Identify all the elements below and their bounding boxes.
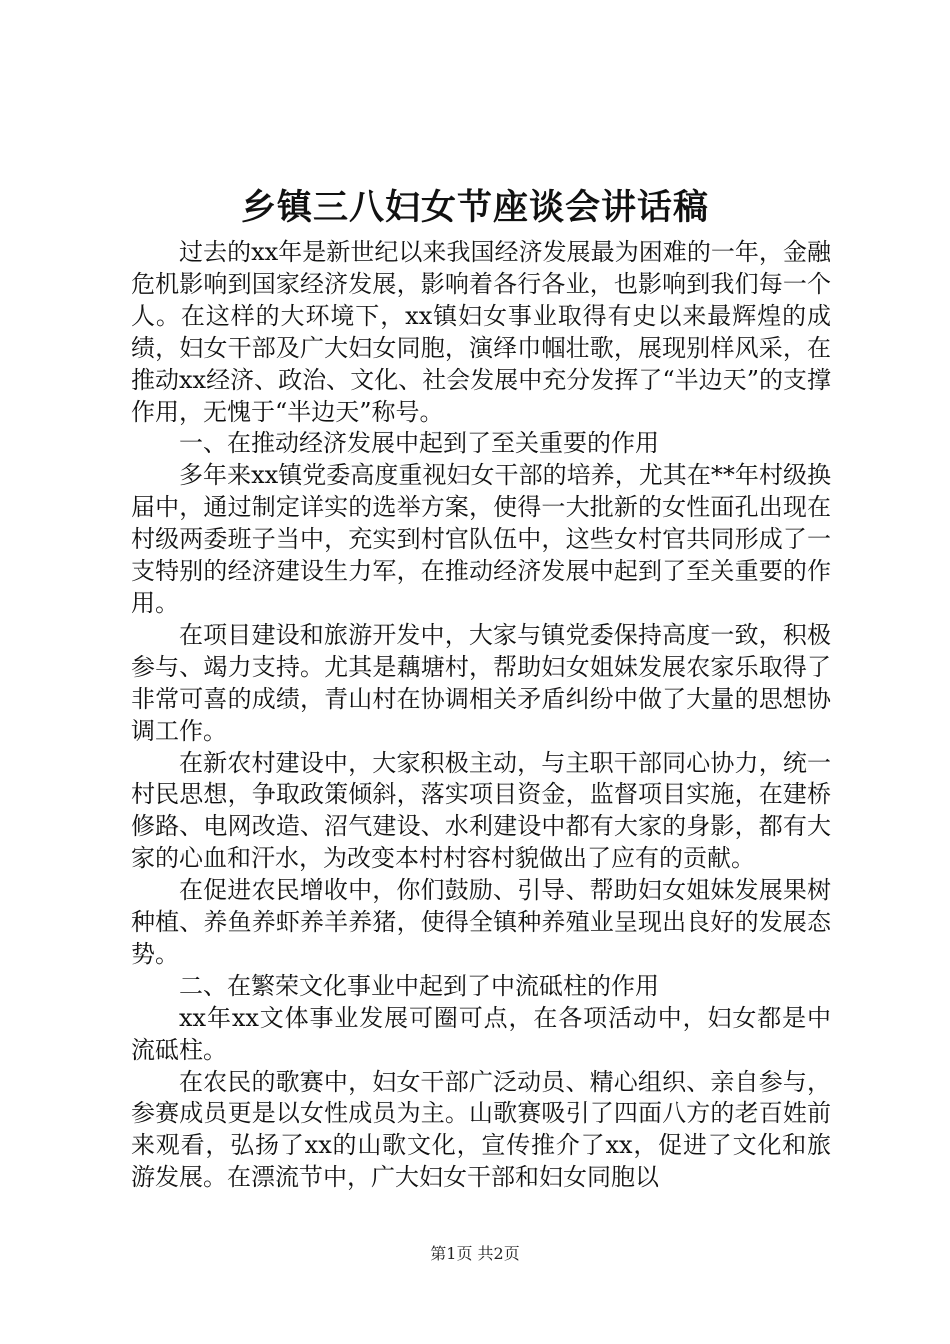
paragraph-cadre-training: 多年来xx镇党委高度重视妇女干部的培养，尤其在**年村级换届中，通过制定详实的选举方案，使得一大批新的女性面孔出现在村级两委班子当中，充实到村官队伍中，这些女村官共同形成了一支特别的经济建设生力军，在推动经济发展中起到了至关重要的作用。	[131, 461, 831, 617]
paragraph-new-countryside: 在新农村建设中，大家积极主动，与主职干部同心协力，统一村民思想，争取政策倾斜，落实项目资金，监督项目实施，在建桥修路、电网改造、沼气建设、水利建设中都有大家的身影，都有大家的心血和汗水，为改变本村村容村貌做出了应有的贡献。	[131, 748, 831, 873]
page-number-footer: 第1页 共2页	[430, 1244, 520, 1263]
paragraph-culture-sports: xx年xx文体事业发展可圈可点，在各项活动中，妇女都是中流砥柱。	[131, 1003, 831, 1064]
document-body	[131, 237, 831, 1194]
paragraph-project-tourism: 在项目建设和旅游开发中，大家与镇党委保持高度一致，积极参与、竭力支持。尤其是藕塘村，帮助妇女姐妹发展农家乐取得了非常可喜的成绩，青山村在协调相关矛盾纠纷中做了大量的思想协调工作。	[131, 620, 831, 745]
paragraph-farmer-income: 在促进农民增收中，你们鼓励、引导、帮助妇女姐妹发展果树种植、养鱼养虾养羊养猪，使得全镇种养殖业呈现出良好的发展态势。	[131, 876, 831, 968]
document-title: 乡镇三八妇女节座谈会讲话稿	[240, 187, 709, 228]
section-heading-1: 一、在推动经济发展中起到了至关重要的作用	[179, 429, 659, 458]
section-heading-2: 二、在繁荣文化事业中起到了中流砥柱的作用	[179, 971, 659, 1000]
paragraph-folk-song-contest: 在农民的歌赛中，妇女干部广泛动员、精心组织、亲自参与，参赛成员更是以女性成员为主。山歌赛吸引了四面八方的老百姓前来观看，弘扬了xx的山歌文化，宣传推介了xx，促进了文化和旅游发展。在漂流节中，广大妇女干部和妇女同胞以	[131, 1067, 831, 1192]
paragraph-intro: 过去的xx年是新世纪以来我国经济发展最为困难的一年，金融危机影响到国家经济发展，影响着各行各业，也影响到我们每一个人。在这样的大环境下，xx镇妇女事业取得有史以来最辉煌的成绩，妇女干部及广大妇女同胞，演绎巾帼壮歌，展现别样风采，在推动xx经济、政治、文化、社会发展中充分发挥了“半边天”的支撑作用，无愧于“半边天”称号。	[131, 238, 831, 426]
